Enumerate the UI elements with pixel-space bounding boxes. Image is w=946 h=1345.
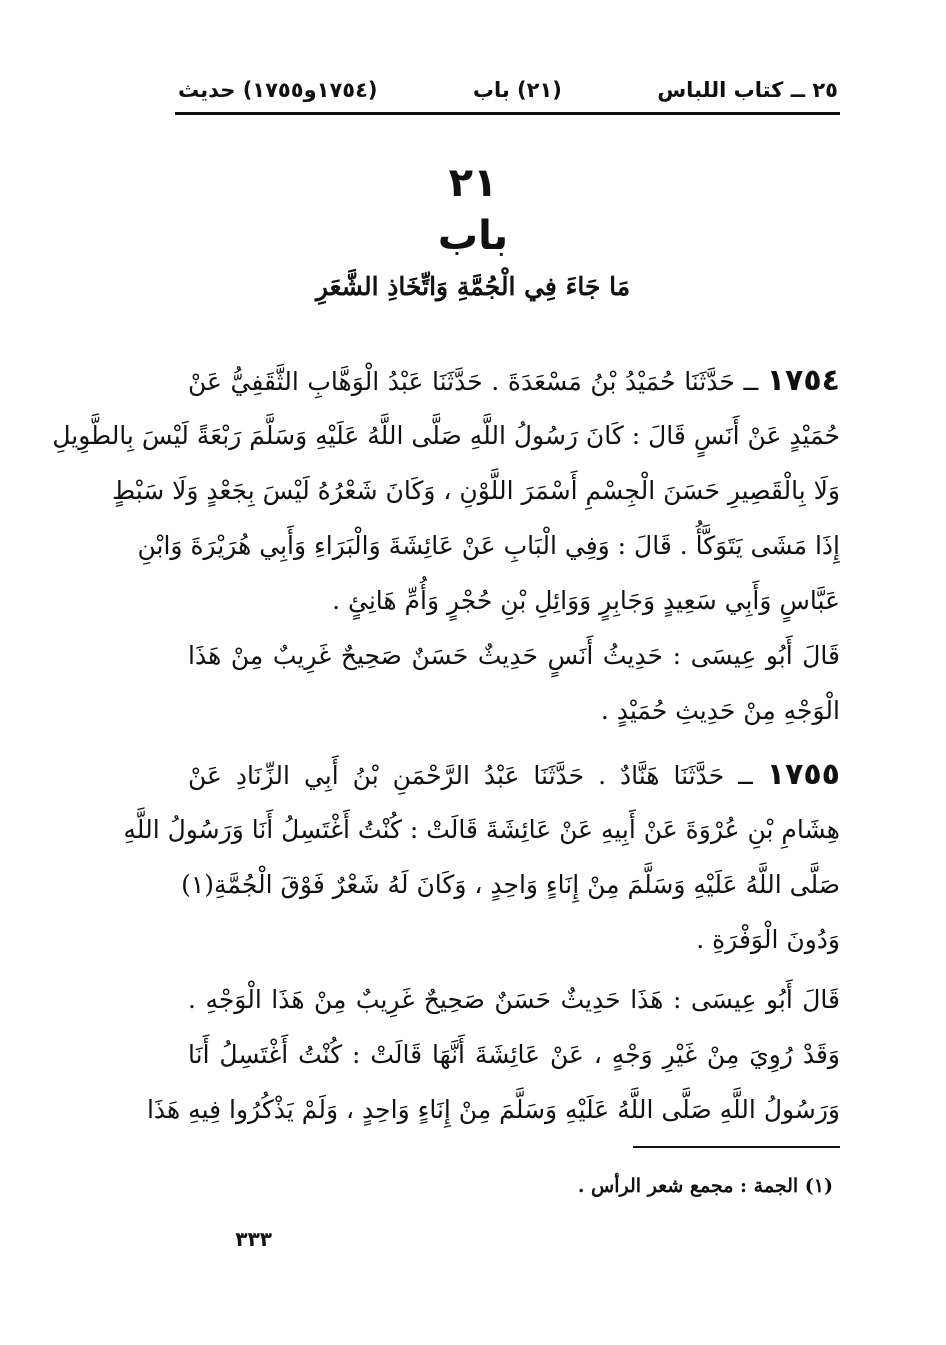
chapter-number: ٢١ — [448, 160, 498, 206]
hadith-text: ــ حَدَّثَنَا هَنَّادٌ . حَدَّثَنَا عَبْدُ الرَّحْمَنِ بْنُ أَبِي الزِّنَادِ عَنْ — [188, 761, 753, 790]
hadith-1754-line-1 — [188, 356, 840, 406]
header-rule — [175, 112, 840, 115]
comment-1754-line-1: قَالَ أَبُو عِيسَى : حَدِيثُ أَنَسٍ حَدِيثٌ حَسَنٌ صَحِيحٌ غَرِيبٌ مِنْ هَذَا — [188, 641, 840, 670]
footnote: (١) الجمة : مجمع شعر الرأس . — [577, 1175, 833, 1197]
hadith-1755-line-4: وَدُونَ الْوَفْرَةِ . — [696, 925, 840, 954]
comment-1755-line-2: وَقَدْ رُوِيَ مِنْ غَيْرِ وَجْهٍ ، عَنْ عَائِشَةَ أَنَّهَا قَالَتْ : كُنْتُ أَغْتَسِلُ أَنَا — [188, 1040, 840, 1069]
hadith-1754-line-4: إِذَا مَشَى يَتَوَكَّأُ . قَالَ : وَفِي الْبَابِ عَنْ عَائِشَةَ وَالْبَرَاءِ وَأَبِي هُرَيْرَةَ وَابْنِ — [137, 531, 840, 560]
comment-1755-line-3: وَرَسُولُ اللَّهِ صَلَّى اللَّهُ عَلَيْهِ وَسَلَّمَ مِنْ إِنَاءٍ وَاحِدٍ ، وَلَمْ يَذْكُرُوا فِيهِ هَذَا — [146, 1095, 840, 1124]
header-hadith-range: (١٧٥٤و١٧٥٥) حديث — [178, 78, 378, 102]
hadith-number: ١٧٥٤ — [766, 363, 840, 398]
hadith-1754-line-3: وَلَا بِالْقَصِيرِ حَسَنَ الْجِسْمِ أَسْمَرَ اللَّوْنِ ، وَكَانَ شَعْرُهُ لَيْسَ بِجَعْدٍ وَلَا سَبْطٍ — [111, 476, 840, 505]
comment-1754-line-2: الْوَجْهِ مِنْ حَدِيثِ حُمَيْدٍ . — [600, 696, 840, 725]
footnote-rule — [633, 1146, 840, 1148]
hadith-1754-line-5: عَبَّاسٍ وَأَبِي سَعِيدٍ وَجَابِرٍ وَوَائِلِ بْنِ حُجْرٍ وَأُمِّ هَانِئٍ . — [332, 586, 840, 615]
chapter-title: مَا جَاءَ فِي الْجُمَّةِ وَاتِّخَاذِ الشَّعَرِ — [315, 272, 631, 301]
comment-1755-line-1: قَالَ أَبُو عِيسَى : هَذَا حَدِيثٌ حَسَنٌ صَحِيحٌ غَرِيبٌ مِنْ هَذَا الْوَجْهِ . — [188, 985, 840, 1014]
page-number: ٣٣٣ — [235, 1227, 272, 1251]
header-book-title: ٢٥ ــ كتاب اللباس — [657, 78, 838, 102]
hadith-1754-line-2: حُمَيْدٍ عَنْ أَنَسٍ قَالَ : كَانَ رَسُولُ اللَّهِ صَلَّى اللَّهُ عَلَيْهِ وَسَلَّمَ رَبْعَةً لَيْسَ بِالطَّوِيلِ — [52, 421, 840, 450]
hadith-1755-line-2: هِشَامِ بْنِ عُرْوَةَ عَنْ أَبِيهِ عَنْ عَائِشَةَ قَالَتْ : كُنْتُ أَغْتَسِلُ أَنَا وَرَسُولُ اللَّهِ — [123, 815, 840, 844]
header-chapter: (٢١) باب — [472, 78, 562, 102]
chapter-heading: باب — [437, 213, 509, 259]
hadith-1755-line-1 — [188, 750, 840, 800]
hadith-1755-line-3: صَلَّى اللَّهُ عَلَيْهِ وَسَلَّمَ مِنْ إِنَاءٍ وَاحِدٍ ، وَكَانَ لَهُ شَعْرٌ فَوْقَ الْجُمَّةِ(١) — [181, 870, 840, 899]
hadith-text: ــ حَدَّثَنَا حُمَيْدُ بْنُ مَسْعَدَةَ . حَدَّثَنَا عَبْدُ الْوَهَّابِ الثَّقَفِيُّ عَنْ — [188, 367, 759, 396]
running-header — [178, 70, 838, 110]
hadith-number: ١٧٥٥ — [766, 757, 840, 792]
